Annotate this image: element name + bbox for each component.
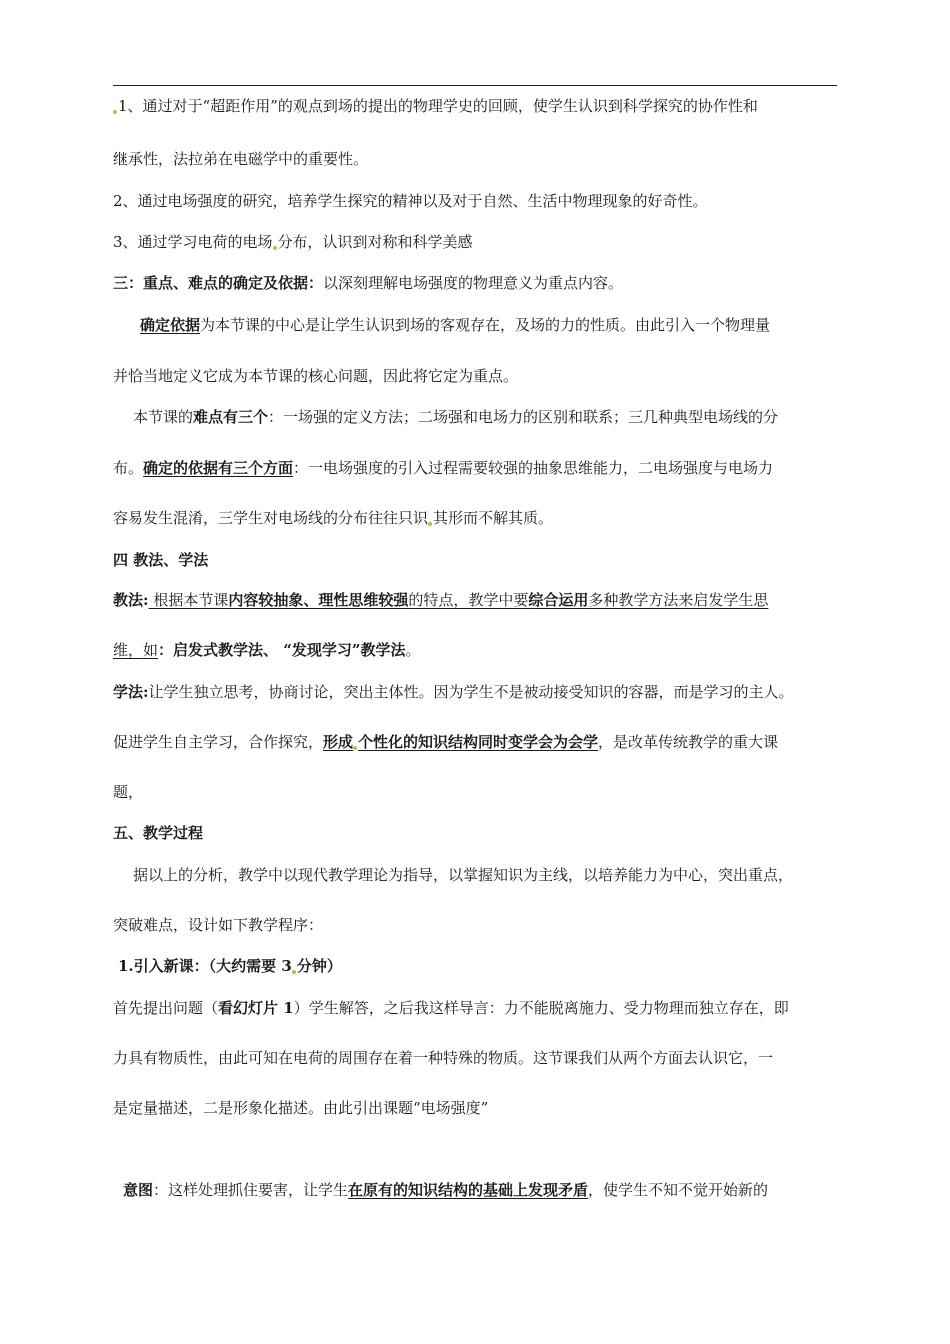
text-line: 确定依据为本节课的中心是让学生认识到场的客观存在，及场的力的性质。由此引入一个物理量: [140, 316, 771, 334]
text-line: 意图：这样处理抓住要害，让学生在原有的知识结构的基础上发现矛盾，使学生不知不觉开始新的: [123, 1181, 769, 1199]
text-line: 力具有物质性，由此可知在电荷的周围存在着一种特殊的物质。这节课我们从两个方面去认识它，一: [113, 1049, 774, 1067]
text-line: 学法:让学生独立思考，协商讨论，突出主体性。因为学生不是被动接受知识的容器，而是学习的主人。: [113, 683, 794, 701]
text-line: 本节课的难点有三个：一场强的定义方法；二场强和电场力的区别和联系；三几种典型电场线的分: [133, 408, 779, 426]
anchor-mark: [273, 246, 277, 250]
text-line: 维，如：启发式教学法、 “发现学习”教学法。: [113, 641, 421, 659]
text-line: 继承性，法拉弟在电磁学中的重要性。: [113, 150, 369, 168]
text-line: 促进学生自主学习，合作探究，形成 个性化的知识结构同时变学会为会学，是改革传统教学的重大课: [113, 733, 779, 751]
text-line: 突破难点，设计如下教学程序：: [113, 916, 324, 934]
text-line: 题，: [113, 783, 144, 801]
anchor-mark: [353, 746, 357, 750]
text-line: 据以上的分析，教学中以现代教学理论为指导，以掌握知识为主线，以培养能力为中心，突出重点，: [133, 866, 794, 884]
text-line: 容易发生混淆，三学生对电场线的分布往往只识 其形而不解其质。: [113, 509, 554, 527]
text-line: 首先提出问题（看幻灯片 1）学生解答，之后我这样导言：力不能脱离施力、受力物理而独立存在，即: [113, 999, 789, 1017]
anchor-mark: [428, 522, 432, 526]
anchor-mark: [292, 970, 296, 974]
text-line: 教法: 根据本节课内容较抽象、理性思维较强的特点，教学中要综合运用多种教学方法来启发学生思: [113, 591, 769, 609]
text-line: 布。确定的依据有三个方面：一电场强度的引入过程需要较强的抽象思维能力，二电场强度与电场力: [113, 459, 774, 477]
text-line: 3、通过学习电荷的电场 分布，认识到对称和科学美感: [113, 233, 473, 251]
subsection-heading: 1.引入新课：（大约需要 3 分钟）: [118, 957, 342, 975]
section-heading: 五、教学过程: [113, 824, 204, 842]
section-heading: 三：重点、难点的确定及依据：以深刻理解电场强度的物理意义为重点内容。: [113, 274, 624, 292]
text-line: 是定量描述，二是形象化描述。由此引出课题“电场强度”: [113, 1099, 489, 1117]
text-line: 并恰当地定义它成为本节课的核心问题，因此将它定为重点。: [113, 367, 519, 385]
anchor-mark: [113, 110, 117, 114]
section-heading: 四 教法、学法: [113, 551, 209, 569]
text-line: 2、通过电场强度的研究，培养学生探究的精神以及对于自然、生活中物理现象的好奇性。: [113, 192, 708, 210]
header-rule: [113, 85, 837, 86]
text-line: 1、通过对于“超距作用”的观点到场的提出的物理学史的回顾，使学生认识到科学探究的协作性和: [113, 96, 758, 116]
